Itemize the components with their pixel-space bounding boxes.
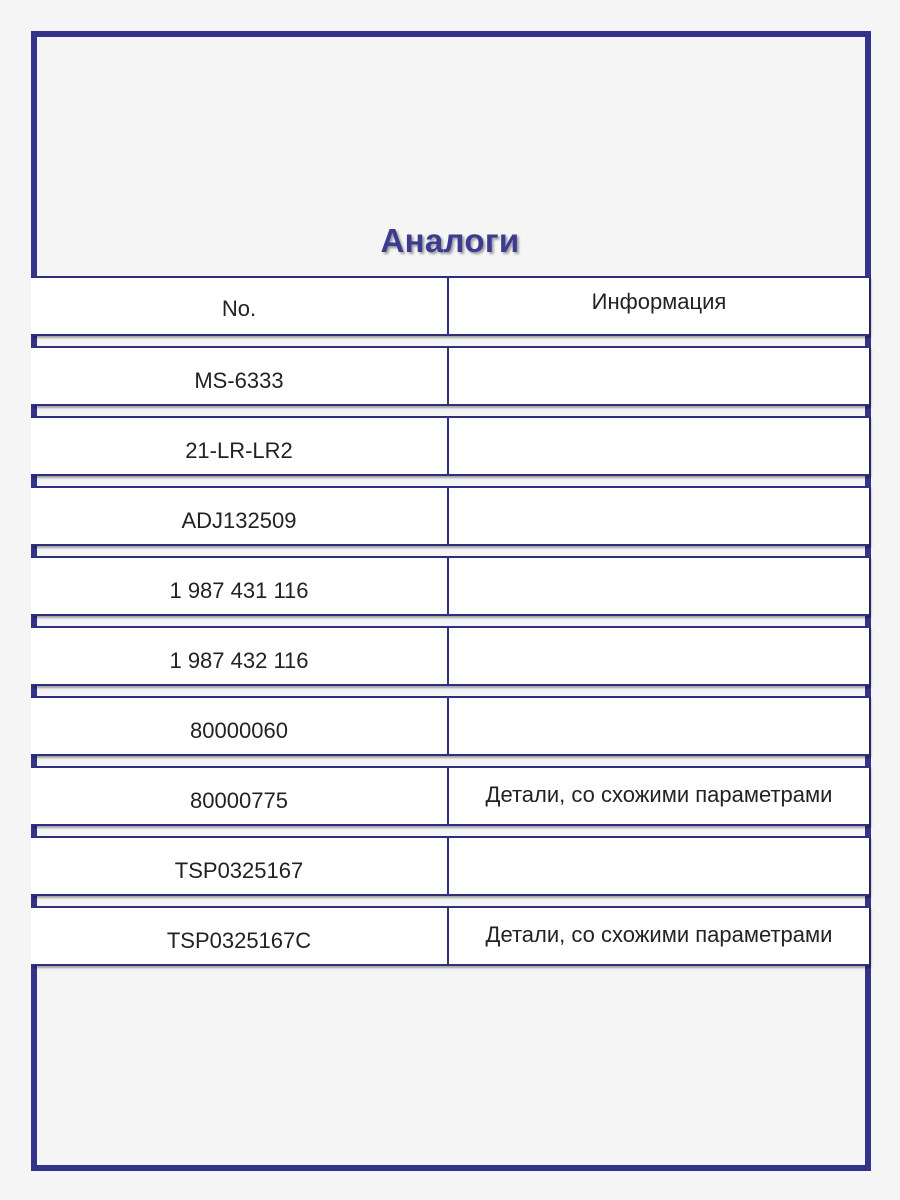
header-no: No. [31, 278, 449, 334]
cell-no: ADJ132509 [31, 488, 449, 544]
cell-no: TSP0325167C [31, 908, 449, 964]
table-row [31, 696, 869, 756]
cell-no: 1 987 431 116 [31, 558, 449, 614]
table-row [31, 766, 869, 826]
table-row [31, 556, 869, 616]
table-row [31, 626, 869, 686]
cell-info: Детали, со схожими параметрами [485, 782, 833, 807]
cell-no: 1 987 432 116 [31, 628, 449, 684]
table-row [31, 346, 869, 406]
cell-no: 80000060 [31, 698, 449, 754]
cell-no: 80000775 [31, 768, 449, 824]
table-row [31, 906, 869, 966]
cell-no: TSP0325167 [31, 838, 449, 894]
cell-info [449, 838, 869, 894]
cell-no: MS-6333 [31, 348, 449, 404]
table-row [31, 416, 869, 476]
cell-info [449, 558, 869, 614]
table-header [31, 276, 869, 336]
page-title: Аналоги [380, 222, 520, 259]
cell-info [449, 628, 869, 684]
cell-info: Детали, со схожими параметрами [485, 922, 833, 947]
header-info: Информация [591, 289, 727, 314]
cell-info [449, 698, 869, 754]
table-row [31, 836, 869, 896]
cell-info [449, 488, 869, 544]
cell-info [449, 418, 869, 474]
cell-info [449, 348, 869, 404]
cell-no: 21-LR-LR2 [31, 418, 449, 474]
table-row [31, 486, 869, 546]
